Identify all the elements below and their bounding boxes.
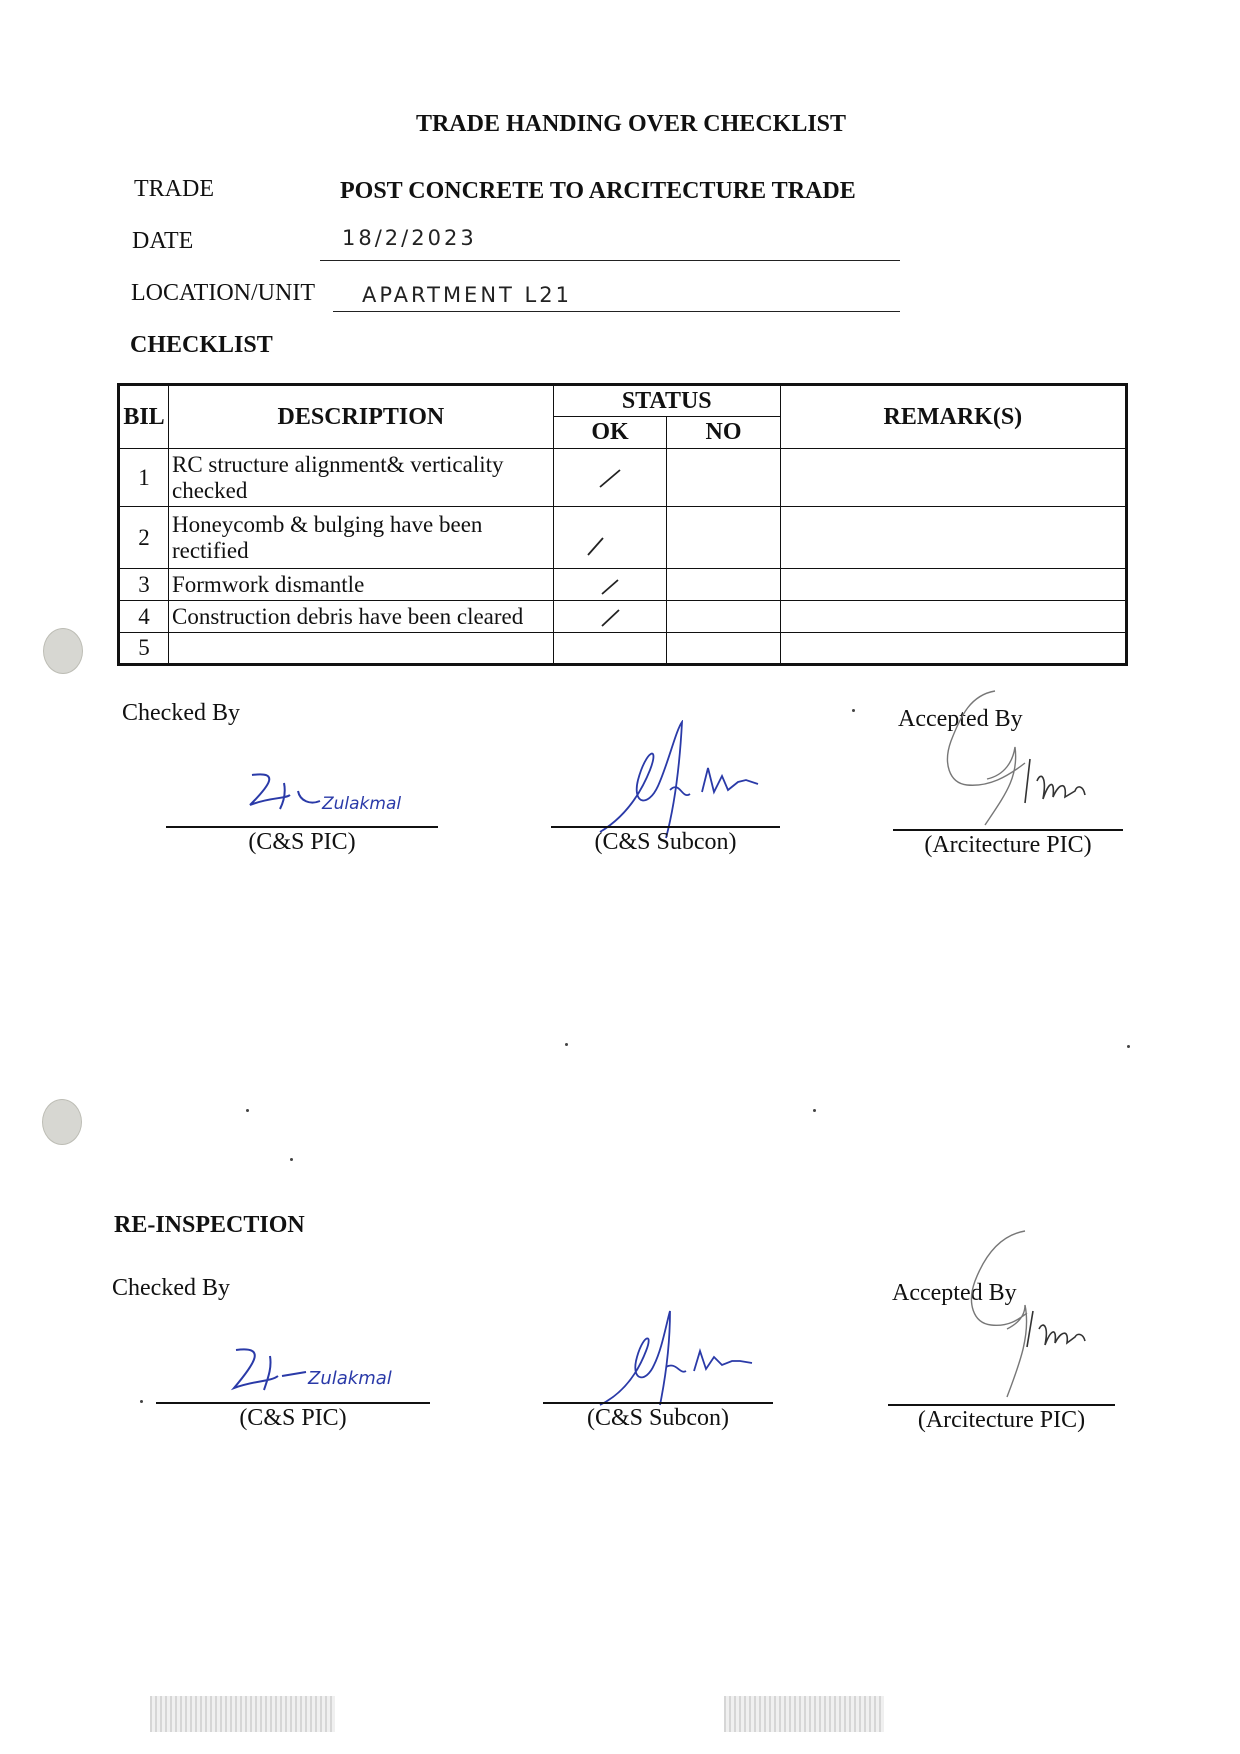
cs-subcon-caption: (C&S Subcon) (594, 829, 737, 855)
header-no: NO (667, 417, 780, 449)
no-cell (667, 569, 780, 601)
ok-cell (553, 601, 667, 633)
no-cell (667, 507, 780, 569)
remark-cell (780, 601, 1126, 633)
ok-cell (553, 633, 667, 665)
reinspection-heading: RE-INSPECTION (114, 1212, 305, 1238)
scan-speck (290, 1158, 293, 1161)
svg-text:Zulakmal: Zulakmal (322, 794, 402, 814)
cs-pic-caption: (C&S PIC) (248, 829, 356, 855)
row-description: Honeycomb & bulging have been rectified (168, 507, 553, 569)
checked-by-label: Checked By (122, 700, 240, 726)
date-label: DATE (132, 228, 194, 254)
signature-arch-pic (915, 685, 1105, 835)
row-description: Formwork dismantle (168, 569, 553, 601)
reinspection-signature-line-cs-pic (156, 1402, 430, 1404)
location-underline (333, 311, 900, 312)
scan-smudge-left (150, 1696, 335, 1732)
remark-cell (780, 569, 1126, 601)
header-status: STATUS (553, 385, 780, 417)
tick-mark-icon (597, 574, 623, 596)
scan-speck (813, 1109, 816, 1112)
date-underline (320, 260, 900, 261)
trade-value: POST CONCRETE TO ARCITECTURE TRADE (340, 178, 856, 204)
header-bil: BIL (119, 385, 169, 449)
location-label: LOCATION/UNIT (131, 280, 315, 306)
row-description: Construction debris have been cleared (168, 601, 553, 633)
table-row (119, 601, 1127, 633)
no-cell (667, 601, 780, 633)
signature-line-arch-pic (893, 829, 1123, 831)
header-description: DESCRIPTION (168, 385, 553, 449)
ok-cell (553, 569, 667, 601)
date-value: 18/2/2023 (342, 226, 477, 250)
reinspection-checked-by-label: Checked By (112, 1275, 230, 1301)
row-number: 3 (119, 569, 169, 601)
reinspection-accepted-by-label: Accepted By (892, 1280, 1017, 1306)
no-cell (667, 633, 780, 665)
ok-cell (553, 449, 667, 507)
arch-pic-caption: (Arcitecture PIC) (924, 832, 1092, 858)
row-number: 1 (119, 449, 169, 507)
row-number: 2 (119, 507, 169, 569)
signature-line-cs-pic (166, 826, 438, 828)
tick-mark-icon (585, 535, 611, 557)
scan-speck (852, 709, 855, 712)
row-number: 4 (119, 601, 169, 633)
signature-cs-pic (240, 765, 440, 825)
reinspection-signature-cs-subcon (590, 1305, 780, 1415)
trade-label: TRADE (134, 176, 214, 202)
reinspection-signature-cs-pic (222, 1340, 432, 1400)
table-row (119, 633, 1127, 665)
document-title: TRADE HANDING OVER CHECKLIST (415, 111, 847, 137)
punch-hole-top (43, 628, 83, 674)
location-value: APARTMENT L21 (362, 283, 572, 307)
svg-text:Zulakmal: Zulakmal (308, 1368, 392, 1389)
scan-speck (140, 1400, 143, 1403)
tick-mark-icon (597, 467, 623, 489)
remark-cell (780, 449, 1126, 507)
scan-speck (565, 1043, 568, 1046)
checklist-heading: CHECKLIST (130, 332, 273, 358)
table-row (119, 449, 1127, 507)
scan-smudge-right (724, 1696, 884, 1732)
punch-hole-bottom (42, 1099, 82, 1145)
table-header-row (119, 385, 1127, 417)
scan-speck (246, 1109, 249, 1112)
row-description (168, 633, 553, 665)
reinspection-signature-line-cs-subcon (543, 1402, 773, 1404)
no-cell (667, 449, 780, 507)
row-description: RC structure alignment& verticality checked (168, 449, 553, 507)
header-remarks: REMARK(S) (780, 385, 1126, 449)
tick-mark-icon (597, 606, 623, 628)
scan-speck (1127, 1045, 1130, 1048)
row-number: 5 (119, 633, 169, 665)
reinspection-cs-pic-caption: (C&S PIC) (239, 1405, 347, 1431)
reinspection-signature-line-arch-pic (888, 1404, 1115, 1406)
checklist-table (117, 383, 1128, 666)
remark-cell (780, 633, 1126, 665)
ok-cell (553, 507, 667, 569)
remark-cell (780, 507, 1126, 569)
accepted-by-label: Accepted By (898, 706, 1023, 732)
table-row (119, 507, 1127, 569)
table-row (119, 569, 1127, 601)
header-ok: OK (553, 417, 667, 449)
reinspection-arch-pic-caption: (Arcitecture PIC) (917, 1407, 1086, 1433)
signature-line-cs-subcon (551, 826, 780, 828)
reinspection-cs-subcon-caption: (C&S Subcon) (586, 1405, 729, 1431)
reinspection-signature-arch-pic (915, 1225, 1105, 1405)
